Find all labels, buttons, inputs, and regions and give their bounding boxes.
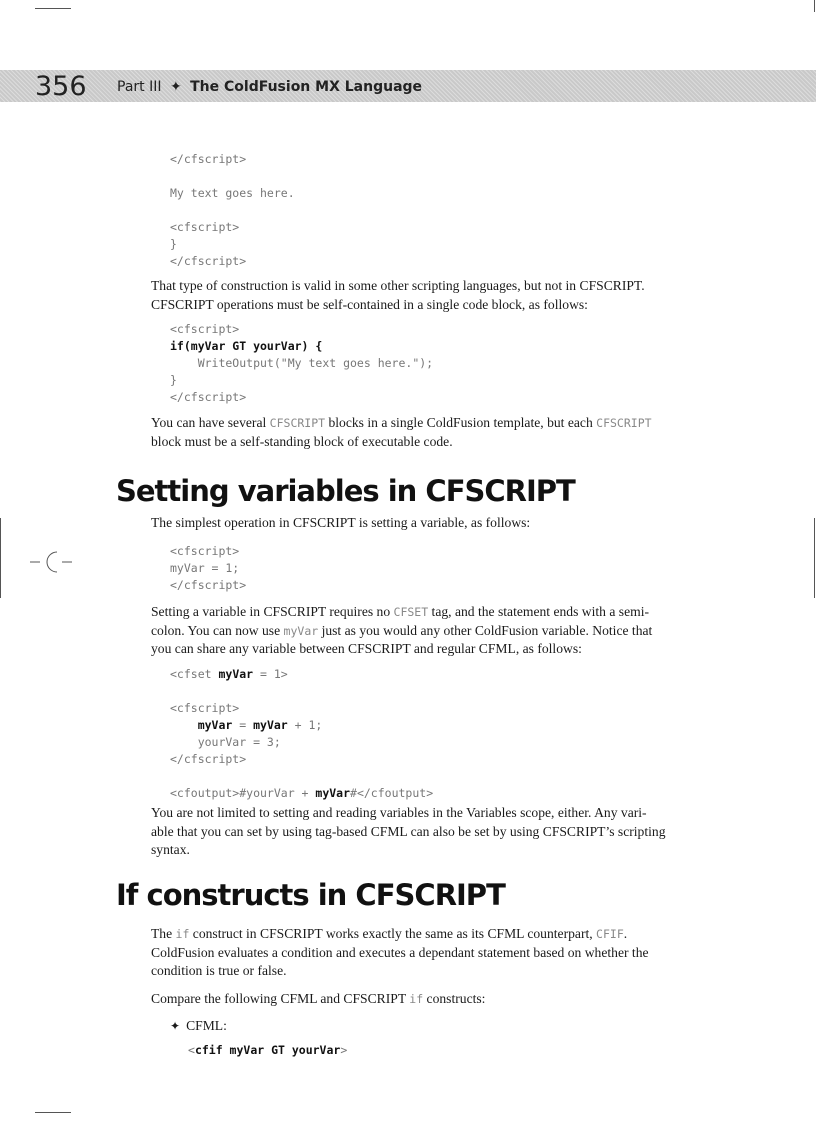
- code-line: </cfscript>: [170, 390, 247, 404]
- inline-code: CFSET: [393, 605, 429, 619]
- paragraph: [151, 804, 711, 860]
- text-run: .: [623, 926, 628, 941]
- text-run: tag, and the statement ends with a semi-: [428, 604, 649, 619]
- inline-code: CFIF: [596, 927, 624, 941]
- text-run: construct in CFSCRIPT works exactly the same as its CFML counterpart,: [189, 926, 597, 941]
- list-item: [170, 1017, 227, 1035]
- code-token: [170, 718, 198, 732]
- list-item-label: CFML:: [186, 1018, 227, 1033]
- text-run: just as you would any other ColdFusion variable. Notice that: [318, 622, 653, 638]
- code-block: [170, 151, 295, 270]
- code-token: cfif myVar GT yourVar: [194, 1043, 341, 1057]
- code-token: myVar: [218, 667, 254, 681]
- crop-mark: [814, 0, 815, 12]
- text-line: CFSCRIPT operations must be self-contained in a single code block, as follows:: [151, 296, 588, 312]
- text-run: block must be a self-standing block of executable code.: [151, 433, 453, 449]
- text-run: Compare the following CFML and CFSCRIPT: [151, 991, 410, 1006]
- diamond-bullet-icon: ✦: [170, 1019, 181, 1033]
- code-token: #</cfoutput>: [350, 786, 434, 800]
- code-block: [170, 666, 433, 802]
- code-token: <cfoutput>#yourVar +: [170, 786, 316, 800]
- code-block: [170, 321, 433, 406]
- code-token: = 1>: [253, 667, 288, 681]
- paragraph: [151, 990, 711, 1009]
- crop-mark: [35, 1112, 71, 1113]
- text-run: blocks in a single ColdFusion template, but each: [325, 415, 597, 430]
- code-line: yourVar = 3;: [170, 735, 281, 749]
- section-heading: If constructs in CFSCRIPT: [116, 878, 505, 912]
- text-run: You can have several: [151, 415, 270, 430]
- text-line: ColdFusion evaluates a condition and executes a dependant statement based on whether the: [151, 944, 649, 960]
- code-block: [188, 1042, 347, 1059]
- code-token: myVar: [315, 786, 351, 800]
- text-run: colon. You can now use: [151, 622, 284, 638]
- code-line: }: [170, 373, 177, 387]
- paragraph: [151, 277, 711, 314]
- code-token: =: [232, 718, 254, 732]
- code-token: <: [188, 1043, 195, 1057]
- crop-mark: [0, 518, 1, 598]
- section-heading: Setting variables in CFSCRIPT: [116, 474, 575, 508]
- code-line: </cfscript>: [170, 152, 247, 166]
- inline-code: if: [409, 992, 424, 1006]
- page-number: 356: [35, 71, 87, 102]
- text-line: That type of construction is valid in some other scripting languages, but not in CFSCRIPT.: [151, 278, 645, 293]
- code-line: WriteOutput("My text goes here.");: [170, 356, 434, 370]
- text-run: constructs:: [423, 991, 486, 1006]
- paragraph: [151, 603, 711, 659]
- crop-mark: [814, 518, 815, 598]
- code-line: myVar = 1;: [170, 561, 240, 575]
- code-line: }: [170, 237, 177, 251]
- code-block: [170, 543, 246, 594]
- text-run: you can share any variable between CFSCRIPT and regular CFML, as follows:: [151, 641, 582, 656]
- paragraph: [151, 925, 711, 981]
- paragraph: The simplest operation in CFSCRIPT is setting a variable, as follows:: [151, 515, 531, 530]
- code-line: My text goes here.: [170, 186, 295, 200]
- inline-code: CFSCRIPT: [596, 416, 652, 430]
- inline-code: myVar: [283, 623, 319, 638]
- registration-mark-icon: [30, 548, 74, 576]
- part-label: Part III: [117, 79, 162, 95]
- paragraph: [151, 414, 711, 451]
- code-line: <cfscript>: [170, 701, 240, 715]
- inline-code: CFSCRIPT: [269, 416, 326, 430]
- diamond-icon: ✦: [169, 79, 182, 95]
- running-head: [117, 71, 422, 103]
- text-run: The: [151, 926, 176, 941]
- code-token: + 1;: [287, 718, 323, 732]
- code-line: </cfscript>: [170, 752, 247, 766]
- crop-mark: [35, 8, 71, 9]
- text-line: syntax.: [151, 842, 190, 857]
- code-line: <cfscript>: [170, 544, 240, 558]
- code-token: myVar: [197, 718, 233, 732]
- code-line: if(myVar GT yourVar) {: [170, 339, 323, 353]
- code-line: </cfscript>: [170, 254, 247, 268]
- text-run: Setting a variable in CFSCRIPT requires no: [151, 604, 394, 619]
- code-token: >: [340, 1043, 348, 1057]
- text-line: You are not limited to setting and reading variables in the Variables scope, either. Any vari-: [151, 805, 647, 820]
- code-line: </cfscript>: [170, 578, 247, 592]
- code-token: <cfset: [170, 667, 219, 681]
- code-line: <cfscript>: [170, 220, 240, 234]
- text-line: condition is true or false.: [151, 963, 287, 978]
- code-token: myVar: [253, 718, 288, 732]
- text-line: able that you can set by using tag-based CFML can also be set by using CFSCRIPT’s scripting: [151, 823, 666, 839]
- code-line: <cfscript>: [170, 322, 240, 336]
- chapter-title: The ColdFusion MX Language: [190, 79, 423, 95]
- inline-code: if: [175, 927, 190, 941]
